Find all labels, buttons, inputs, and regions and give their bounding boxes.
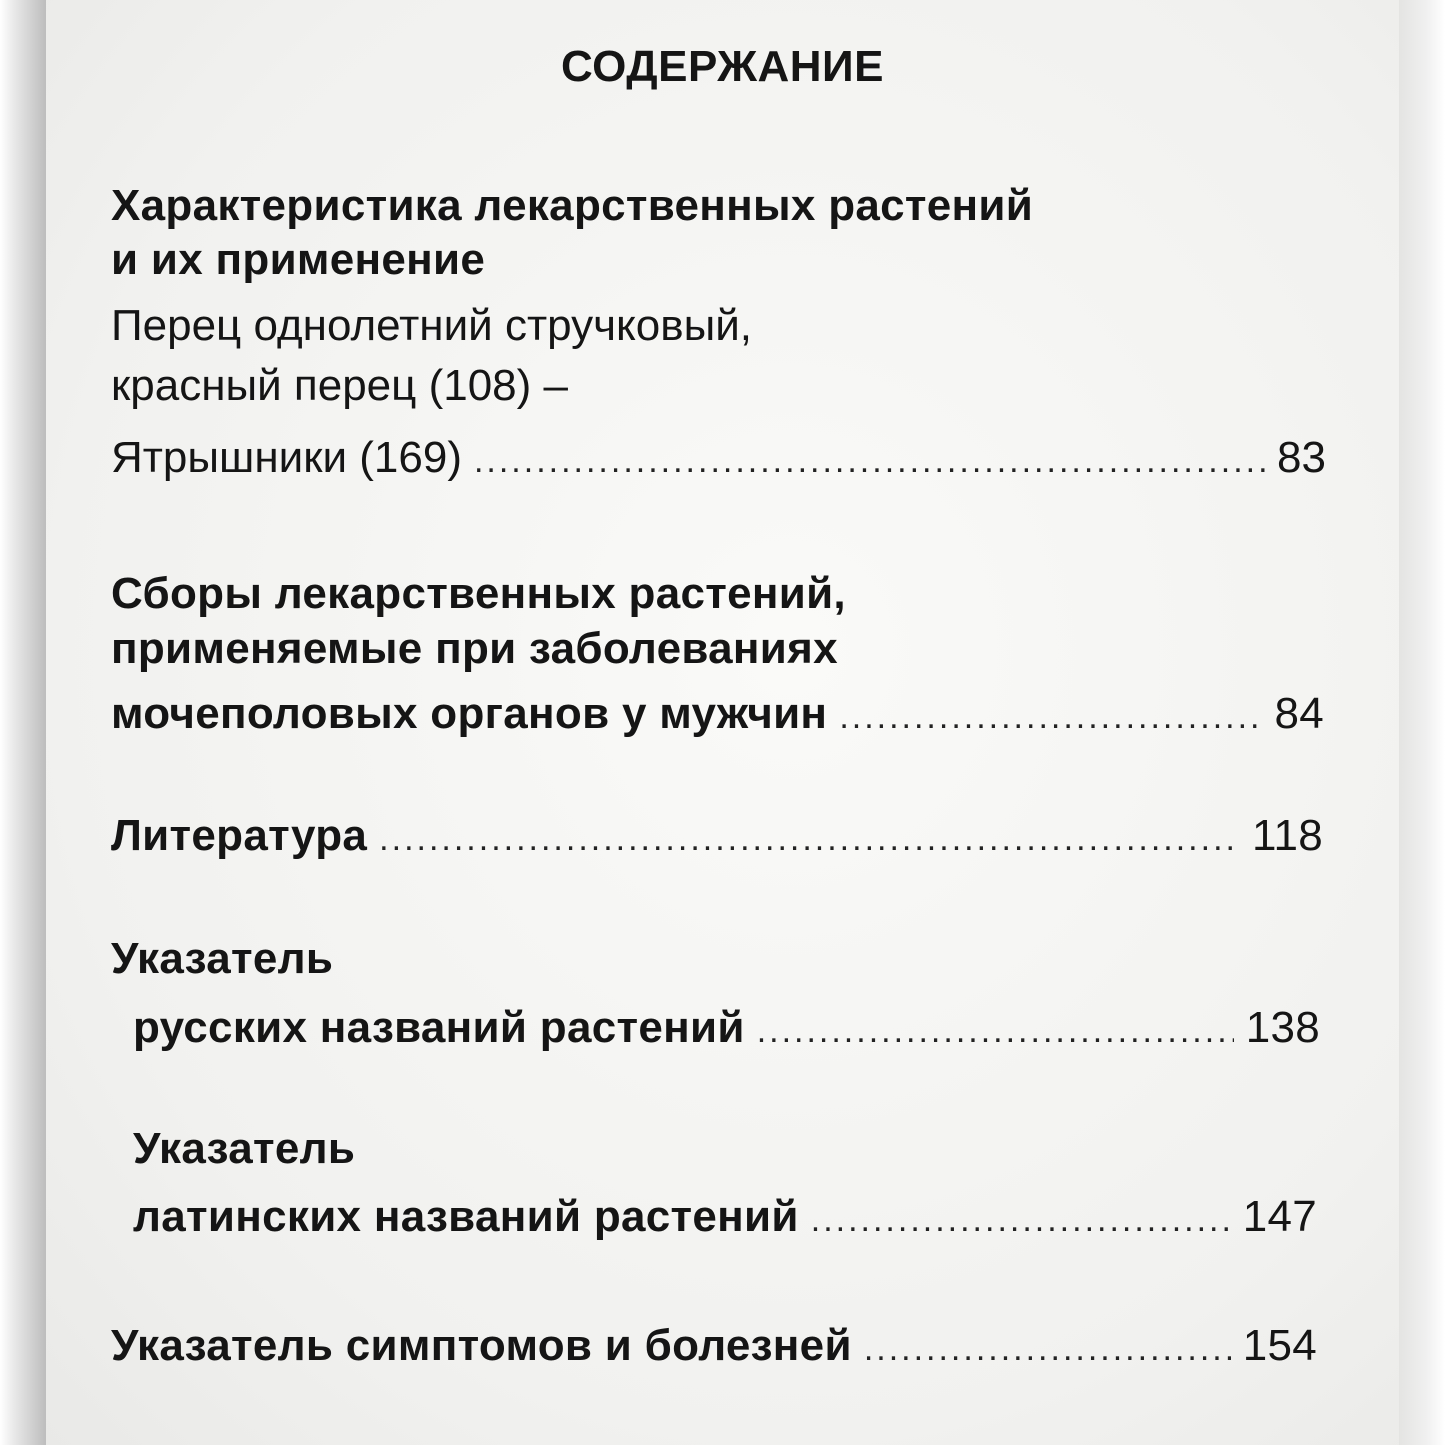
toc-entry-2-title-line-2: применяемые при заболеваниях [111,624,838,673]
toc-entry-2-last-line: мочеполовых органов у мужчин [111,689,828,738]
toc-entry-3-leader-row [111,806,1323,869]
toc-entry-5-last-line: латинских названий растений [133,1192,799,1241]
toc-entry-3-page: 118 [1251,811,1323,860]
toc-entry-2-title-line-1: Сборы лекарственных растений, [111,569,846,618]
toc-entry-1-title-line-1: Характеристика лекарственных растений [111,181,1034,230]
toc-entry-1-sub-line-2: красный перец (108) – [111,361,568,410]
toc-entry-1-last-line: Ятрышники (169) [111,433,462,482]
dot-leader [811,1190,1231,1250]
toc-entry-5-title-line-1: Указатель [133,1124,356,1173]
toc-entry-4-page: 138 [1245,1003,1320,1052]
dot-leader [839,687,1262,747]
toc-entry-6-last-line: Указатель симптомов и болезней [111,1321,852,1370]
toc-entry-6-leader-row [111,1316,1317,1379]
dot-leader [757,1001,1234,1061]
dot-leader [864,1319,1231,1379]
toc-heading: СОДЕРЖАНИЕ [560,42,885,91]
toc-entry-3-last-line: Литература [111,811,368,860]
toc-entry-1-page: 83 [1277,433,1326,482]
toc-entry-1-sub-line-1: Перец однолетний стручковый, [111,301,753,350]
toc-entry-5-page: 147 [1242,1192,1317,1241]
toc-entry-4-last-line: русских названий растений [133,1003,745,1052]
toc-entry-2-page: 84 [1274,689,1324,738]
toc-entry-4-leader-row [133,998,1320,1061]
toc-entry-2-leader-row [111,684,1324,747]
toc-entry-6-page: 154 [1242,1321,1317,1370]
toc-entry-5-leader-row [133,1187,1317,1250]
toc-entry-1-title-line-2: и их применение [111,235,486,284]
toc-entry-1-leader-row [111,428,1326,491]
dot-leader [474,431,1265,491]
dot-leader [379,809,1240,869]
toc-entry-4-title-line-1: Указатель [111,934,334,983]
